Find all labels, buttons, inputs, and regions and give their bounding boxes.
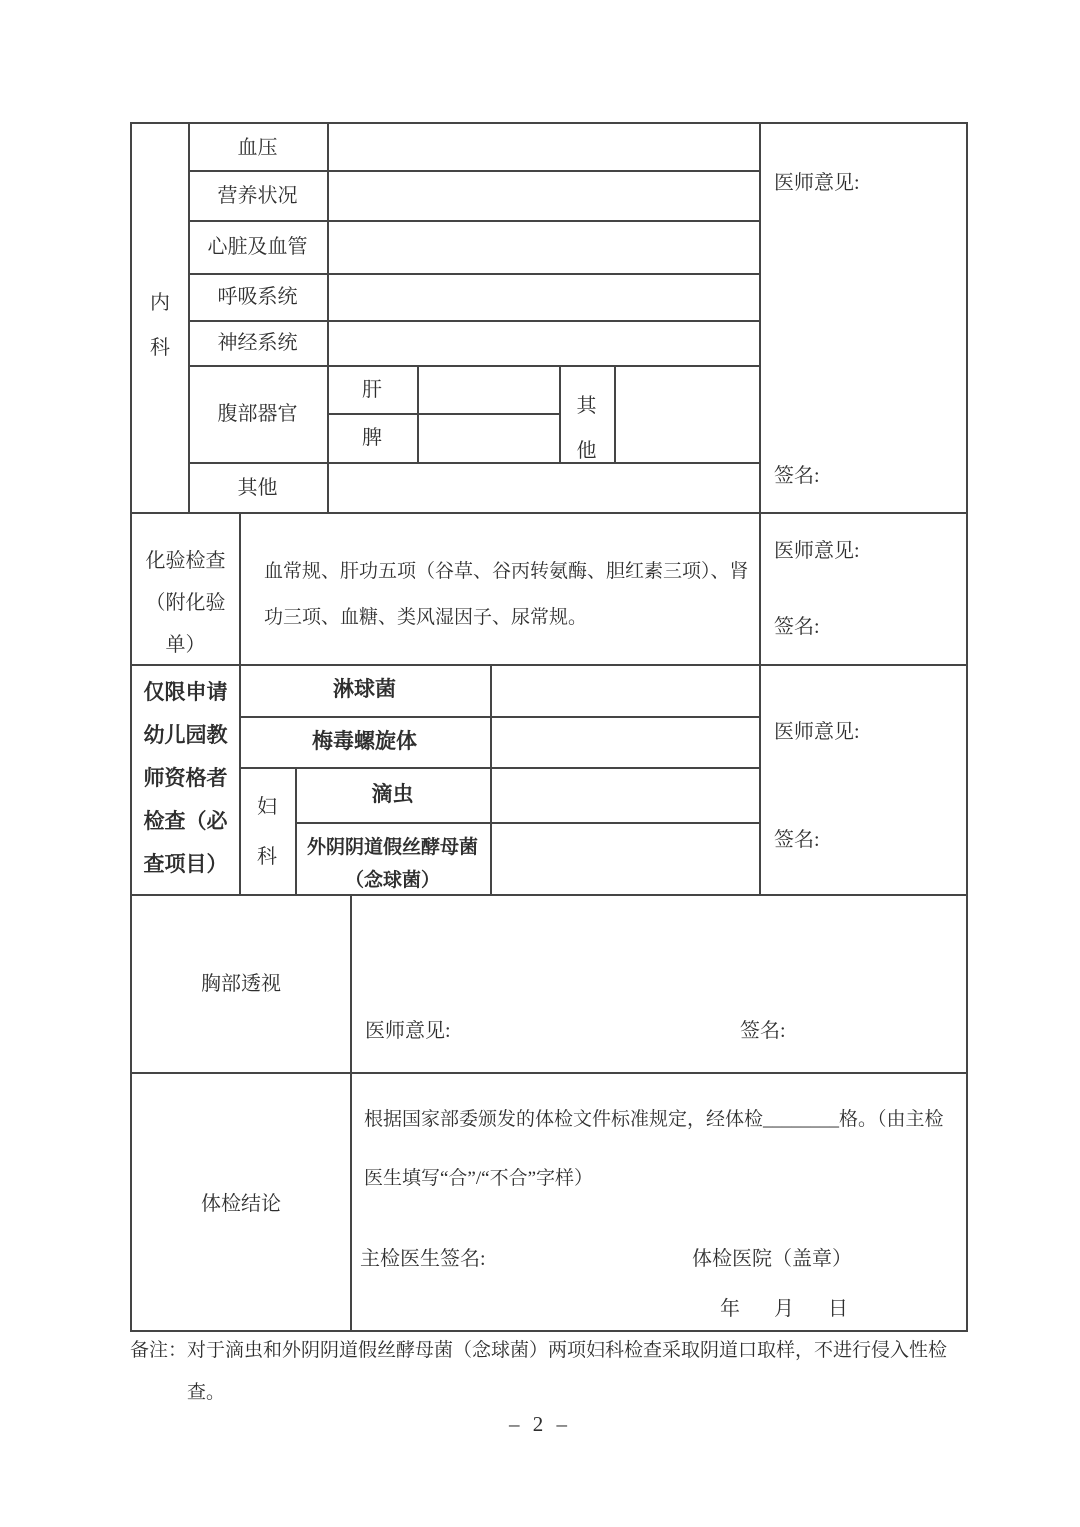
remark-note: [130, 1330, 968, 1414]
grid-line: [132, 1072, 966, 1074]
row-label-nervous: 神经系统: [217, 332, 298, 354]
row-label-gonococcus: 淋球菌: [333, 678, 396, 701]
section-label-kindergarten-only: 幼儿园教: [143, 724, 228, 747]
grid-line: [188, 124, 190, 512]
row-label-heart-vessels: 心脏及血管: [207, 236, 308, 258]
row-label-treponema: 梅毒螺旋体: [312, 730, 417, 753]
date-line: 年 月 日: [720, 1298, 855, 1320]
lab-tests-list: 血常规、肝功五项（谷草、谷丙转氨酶、胆红素三项）、肾: [264, 561, 749, 582]
cell-value-treponema: [490, 716, 759, 767]
doctor-opinion-label: 医师意见:: [774, 172, 860, 194]
cell-value-respiratory: [327, 273, 759, 320]
cell-value-nutrition: [327, 170, 759, 220]
row-label-abdomen-other: 他: [576, 440, 597, 462]
cell-value-liver: [417, 365, 559, 413]
grid-line: [759, 124, 761, 894]
doctor-opinion-label: 医师意见:: [774, 721, 860, 743]
row-label-other: 其他: [237, 477, 278, 499]
remark-prefix: 备注：: [130, 1340, 188, 1361]
group-label-gynecology: 妇: [257, 796, 277, 818]
section-label-lab-tests: 单）: [165, 634, 206, 656]
signature-label: 签名:: [774, 829, 820, 851]
row-label-respiratory: 呼吸系统: [217, 286, 298, 308]
cell-value-other: [327, 462, 759, 512]
section-label-lab-tests: 化验检查: [145, 550, 226, 572]
hospital-seal-label: 体检医院（盖章）: [692, 1248, 852, 1270]
row-label-blood-pressure: 血压: [237, 137, 278, 159]
row-label-candida: （念球菌）: [344, 870, 440, 891]
chief-doctor-signature-label: 主检医生签名:: [360, 1248, 486, 1270]
section-label-internal-medicine: 科: [150, 337, 170, 359]
row-label-liver: 肝: [362, 379, 382, 401]
lab-tests-list: 功三项、血糖、类风湿因子、尿常规。: [264, 607, 588, 628]
section-label-kindergarten-only: 仅限申请: [143, 681, 228, 704]
cell-value-spleen: [417, 413, 559, 462]
cell-value-blood-pressure: [327, 124, 759, 170]
grid-line: [132, 512, 966, 514]
page-number: – 2 –: [509, 1412, 571, 1436]
section-label-chest-fluoroscopy: 胸部透视: [201, 973, 281, 995]
section-label-internal-medicine: 内: [150, 292, 170, 314]
section-label-kindergarten-only: 检查（必: [143, 810, 228, 833]
cell-value-nervous: [327, 320, 759, 365]
conclusion-body-text: 医生填写“合”/“不合”字样）: [364, 1168, 594, 1189]
signature-label: 签名:: [740, 1020, 786, 1042]
grid-line: [239, 512, 241, 894]
section-label-conclusion: 体检结论: [201, 1193, 281, 1215]
remark-text: 对于滴虫和外阴阴道假丝酵母菌（念球菌）两项妇科检查采取阴道口取样，不进行侵入性检查。: [187, 1340, 948, 1403]
row-label-trichomonas: 滴虫: [371, 783, 414, 806]
grid-line: [132, 894, 966, 896]
exam-table: [130, 122, 968, 1332]
row-label-nutrition: 营养状况: [217, 185, 298, 207]
doctor-opinion-label: 医师意见:: [774, 540, 860, 562]
doctor-opinion-label: 医师意见:: [365, 1020, 451, 1042]
cell-value-trichomonas: [490, 767, 759, 822]
section-label-kindergarten-only: 查项目）: [143, 853, 228, 876]
signature-label: 签名:: [774, 465, 820, 487]
row-label-candida: 外阴阴道假丝酵母菌: [306, 837, 478, 858]
row-label-spleen: 脾: [362, 427, 382, 449]
cell-value-abdomen-other: [614, 365, 759, 462]
cell-value-heart-vessels: [327, 220, 759, 273]
section-label-lab-tests: （附化验: [145, 592, 226, 614]
cell-value-candida: [490, 822, 759, 894]
row-label-abdomen-other: 其: [576, 395, 597, 417]
group-label-gynecology: 科: [257, 846, 277, 868]
row-label-abdomen: 腹部器官: [217, 403, 298, 425]
cell-value-gonococcus: [490, 664, 759, 716]
grid-line: [350, 894, 352, 1330]
conclusion-body-text: 根据国家部委颁发的体检文件标准规定，经体检________格。（由主检: [364, 1109, 944, 1130]
section-label-kindergarten-only: 师资格者: [143, 767, 228, 790]
signature-label: 签名:: [774, 616, 820, 638]
